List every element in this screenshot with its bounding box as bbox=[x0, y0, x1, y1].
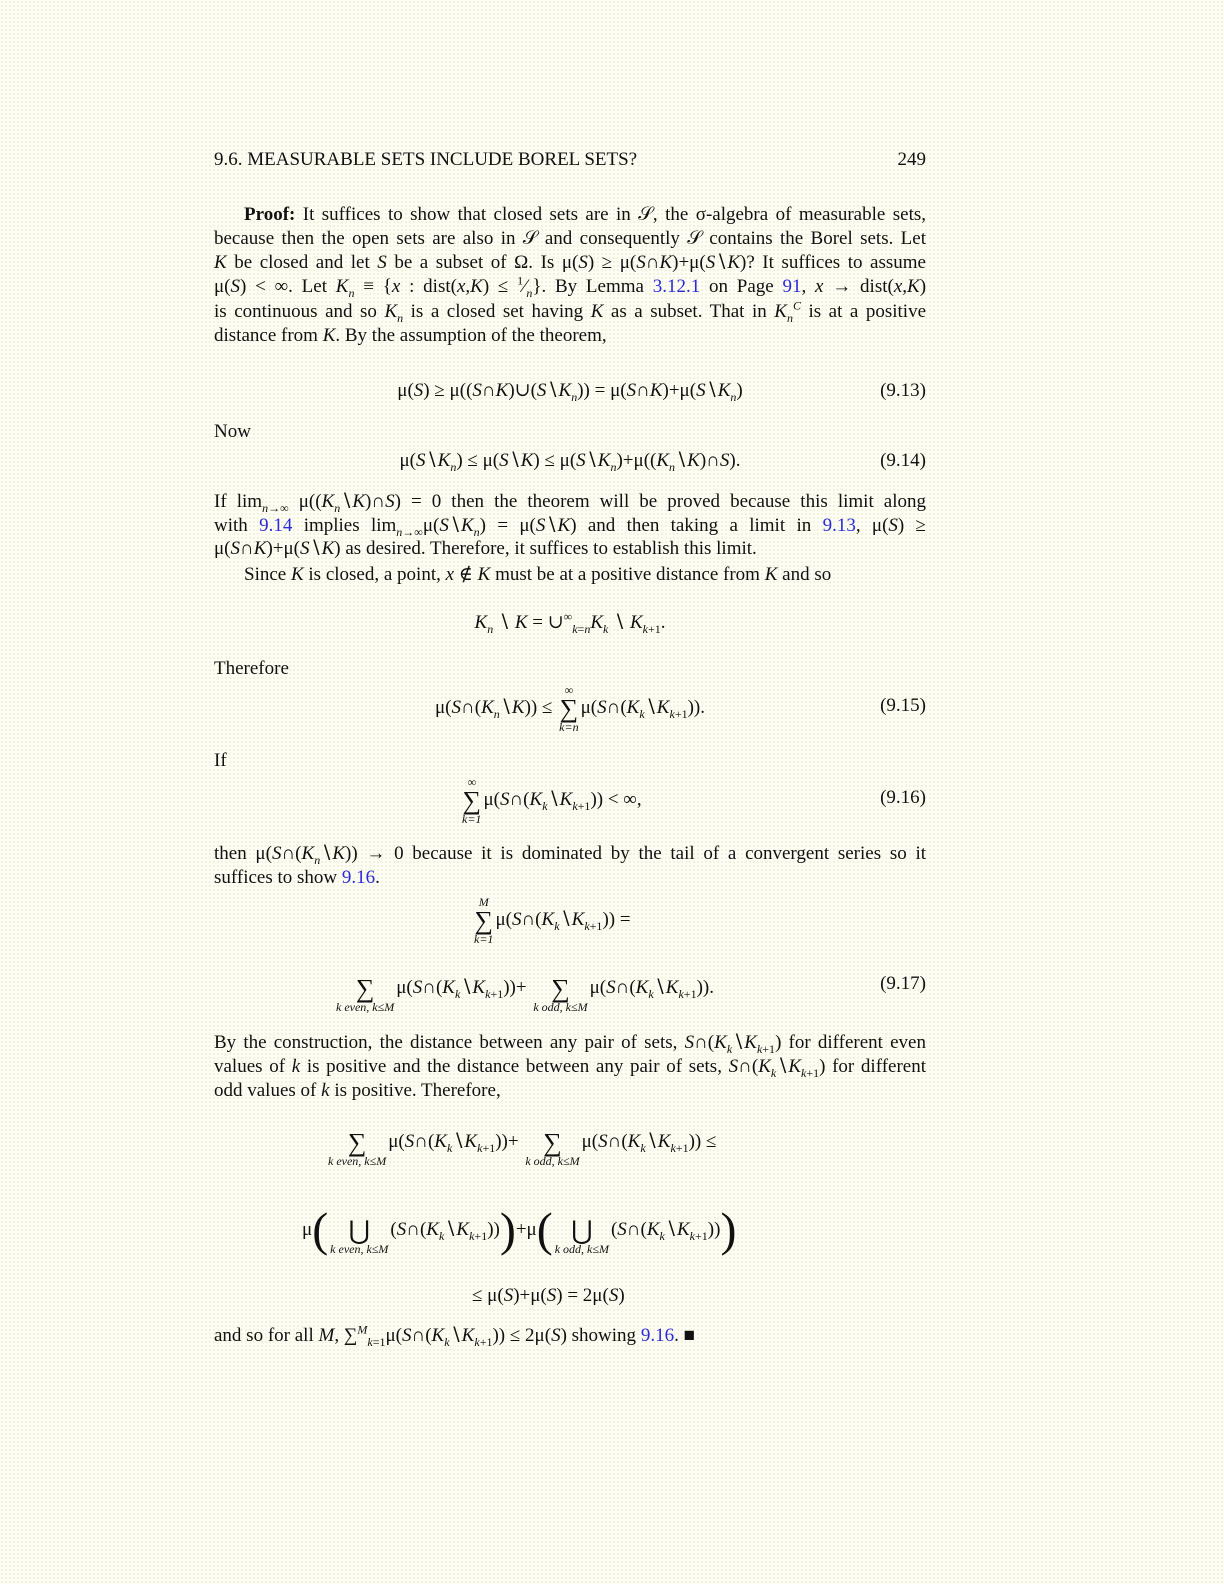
cross-reference-link[interactable]: 9.14 bbox=[259, 515, 293, 536]
text-line: By the construction, the distance between any pair of sets, $S\cap(K_k∖K_{k+1})$ for different even bbox=[214, 1032, 926, 1056]
equation-union-bound: μ( ⋃ k even, k≤M $(S\cap(K_k∖K_{k+1})))+\mu$( ⋃ k odd, k≤M $(S\cap(K_k∖K_{k+1}))$) bbox=[302, 1203, 737, 1257]
cross-reference-link[interactable]: 9.16 bbox=[341, 867, 376, 888]
text-line-conclusion: and so for all M, $\sum^M_{k=1}\mu(S\cap(K_k∖K_{k+1})) \le 2\mu(S)$ showing 9.16. ■ bbox=[214, 1322, 696, 1349]
equation-number: (9.16) bbox=[880, 787, 926, 808]
text-line: Therefore bbox=[214, 658, 289, 679]
equation-number: (9.17) bbox=[880, 973, 926, 994]
text-line: If bbox=[214, 750, 227, 771]
proof-line: Proof: It suffices to show that closed sets are in 𝒮, the σ-algebra of measurable sets, bbox=[244, 204, 926, 225]
proof-line: distance from K. By the assumption of the theorem, bbox=[214, 325, 607, 346]
text-line: then $\mu(S\cap(K_n∖K)) \to 0$ because it is dominated by the tail of a convergent series so it bbox=[214, 843, 926, 867]
text-line: Since K is closed, a point, x ∉ K must be at a positive distance from K and so bbox=[244, 564, 832, 585]
cross-reference-link[interactable]: 9.16 bbox=[640, 1325, 675, 1346]
equation-9-16: ∞ ∑ k=1 $\mu(S\cap(K_k∖K_{k+1}))$ < ∞, bbox=[462, 774, 642, 826]
text-line: μ(S∩K)+μ(S∖K) as desired. Therefore, it suffices to establish this limit. bbox=[214, 538, 757, 559]
proof-line: K be closed and let S be a subset of Ω. Is μ(S) ≥ μ(S∩K)+μ(S∖K)? It suffices to assume bbox=[214, 252, 926, 273]
text-line: with 9.14 implies $\lim_{n\to\infty}\mu(S∖K_n)$ = μ(S∖K) and then taking a limit in 9.13, μ(S) ≥ bbox=[214, 515, 926, 539]
equation-number: (9.14) bbox=[880, 450, 926, 471]
proof-line: because then the open sets are also in 𝒮 and consequently 𝒮 contains the Borel sets. Let bbox=[214, 228, 926, 249]
equation-number: (9.13) bbox=[880, 380, 926, 401]
text-line: If $\lim_{n\to\infty}$ $\mu((K_n∖K)\cap S) = 0$ then the theorem will be proved because this limit along bbox=[214, 491, 926, 515]
equation-9-14: $\mu(S∖K_n)$ ≤ μ(S∖K) ≤ $\mu(S∖K_n)+\mu((K_n∖K)\cap S)$. bbox=[399, 450, 741, 474]
equation-9-13: $\mu(S) \ge \mu((S\cap K)\cup(S∖K_n))$ = $\mu(S\cap K)+\mu(S∖K_n)$ bbox=[397, 380, 743, 404]
cross-reference-link[interactable]: 91 bbox=[782, 276, 802, 297]
section-title: 9.6. MEASURABLE SETS INCLUDE BOREL SETS? bbox=[214, 149, 638, 170]
text-line: suffices to show 9.16. bbox=[214, 867, 380, 888]
text-line: odd values of k is positive. Therefore, bbox=[214, 1080, 501, 1101]
proof-line: is continuous and so $K_n$ is a closed set having K as a subset. That in $K_n^C$ is at a positive bbox=[214, 298, 926, 325]
equation-9-17-rhs: ∑ k even, k≤M $\mu(S\cap(K_k∖K_{k+1}))+$ ∑ k odd, k≤M $\mu(S\cap(K_k∖K_{k+1}))$. bbox=[336, 973, 714, 1014]
equation-9-17-lhs: M ∑ k=1 $\mu(S\cap(K_k∖K_{k+1}))$ = bbox=[474, 894, 631, 946]
equation-sum-bound: ∑ k even, k≤M $\mu(S\cap(K_k∖K_{k+1}))+$ ∑ k odd, k≤M $\mu(S\cap(K_k∖K_{k+1}))$ ≤ bbox=[328, 1127, 717, 1168]
cross-reference-link[interactable]: 9.13 bbox=[822, 515, 856, 536]
proof-line: μ(S) < ∞. Let $K_n \equiv \{x$ : dist(x,K) ≤ $^1⁄_n$}. By Lemma 3.12.1 on Page 91, x → dist(x,K) bbox=[214, 273, 927, 300]
text-line: Now bbox=[214, 421, 251, 442]
equation-final: ≤ μ(S)+μ(S) = 2μ(S) bbox=[472, 1285, 625, 1306]
cross-reference-link[interactable]: 3.12.1 bbox=[652, 276, 701, 297]
equation-number: (9.15) bbox=[880, 695, 926, 716]
page-number: 249 bbox=[897, 149, 926, 170]
equation-union: $K_n$ ∖ $K = \cup^\infty_{k=n}K_k$ ∖ $K_{k+1}$. bbox=[474, 609, 666, 636]
text-line: values of k is positive and the distance between any pair of sets, $S\cap(K_k∖K_{k+1})$ for different bbox=[214, 1056, 926, 1080]
equation-9-15: $\mu(S\cap(K_n∖K))$ ≤ ∞ ∑ k=n $\mu(S\cap(K_k∖K_{k+1}))$. bbox=[435, 682, 705, 734]
